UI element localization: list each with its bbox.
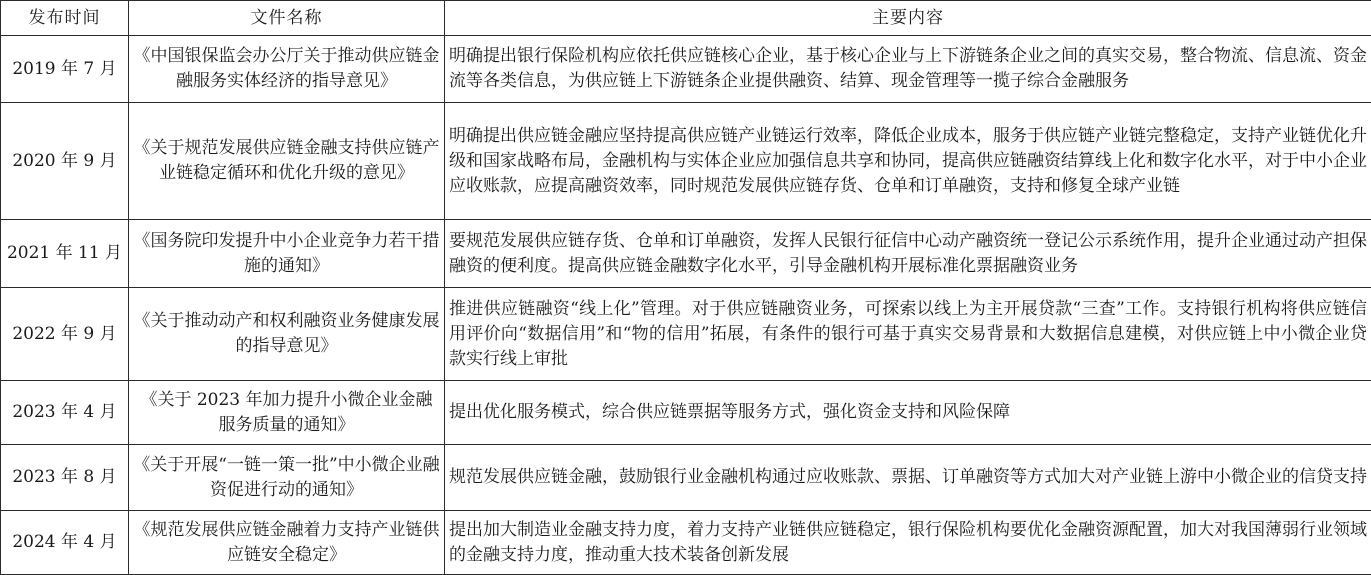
table-row [1, 36, 1371, 103]
row-content: 规范发展供应链金融，鼓励银行业金融机构通过应收账款、票据、订单融资等方式加大对产业链上游中小微企业的信贷支持 [445, 445, 1371, 511]
row-date: 2024 年 4 月 [1, 511, 129, 575]
row-content: 提出加大制造业金融支持力度，着力支持产业链供应链稳定，银行保险机构要优化金融资源配置，加大对我国薄弱行业领域的金融支持力度，推动重大技术装备创新发展 [445, 511, 1371, 575]
row-title: 《关于 2023 年加力提升小微企业金融服务质量的通知》 [129, 381, 445, 445]
row-title: 《关于规范发展供应链金融支持供应链产业链稳定循环和优化升级的意见》 [129, 103, 445, 220]
row-content: 要规范发展供应链存货、仓单和订单融资，发挥人民银行征信中心动产融资统一登记公示系统作用，提升企业通过动产担保融资的便利度。提高供应链金融数字化水平，引导金融机构开展标准化票据融资业务 [445, 220, 1371, 288]
row-title: 《规范发展供应链金融着力支持产业链供应链安全稳定》 [129, 511, 445, 575]
row-date: 2023 年 4 月 [1, 381, 129, 445]
table-row [1, 381, 1371, 445]
row-date: 2021 年 11 月 [1, 220, 129, 288]
header-date: 发布时间 [1, 1, 129, 36]
row-title: 《关于开展“一链一策一批”中小微企业融资促进行动的通知》 [129, 445, 445, 511]
row-content: 提出优化服务模式，综合供应链票据等服务方式，强化资金支持和风险保障 [445, 381, 1371, 445]
row-title: 《国务院印发提升中小企业竞争力若干措施的通知》 [129, 220, 445, 288]
table-row [1, 511, 1371, 575]
row-content: 明确提出银行保险机构应依托供应链核心企业，基于核心企业与上下游链条企业之间的真实交易，整合物流、信息流、资金流等各类信息，为供应链上下游链条企业提供融资、结算、现金管理等一揽子综合金融服务 [445, 36, 1371, 103]
row-title: 《关于推动动产和权利融资业务健康发展的指导意见》 [129, 288, 445, 381]
table-row [1, 103, 1371, 220]
row-date: 2020 年 9 月 [1, 103, 129, 220]
table-row [1, 288, 1371, 381]
row-content: 明确提出供应链金融应坚持提高供应链产业链运行效率，降低企业成本，服务于供应链产业链完整稳定，支持产业链优化升级和国家战略布局，金融机构与实体企业应加强信息共享和协同，提高供应链融资结算线上化和数字化水平，对于中小企业应收账款，应提高融资效率，同时规范发展供应链存货、仓单和订单融资，支持和修复全球产业链 [445, 103, 1371, 220]
row-date: 2023 年 8 月 [1, 445, 129, 511]
row-date: 2022 年 9 月 [1, 288, 129, 381]
table-body [1, 36, 1371, 575]
table-row [1, 445, 1371, 511]
row-title: 《中国银保监会办公厅关于推动供应链金融服务实体经济的指导意见》 [129, 36, 445, 103]
header-title: 文件名称 [129, 1, 445, 36]
row-content: 推进供应链融资“线上化”管理。对于供应链融资业务，可探索以线上为主开展贷款“三查”工作。支持银行机构将供应链信用评价向“数据信用”和“物的信用”拓展，有条件的银行可基于真实交易背景和大数据信息建模，对供应链上中小微企业贷款实行线上审批 [445, 288, 1371, 381]
header-content: 主要内容 [445, 1, 1371, 36]
row-date: 2019 年 7 月 [1, 36, 129, 103]
header-row [1, 1, 1371, 36]
table-header [1, 1, 1371, 36]
table-row [1, 220, 1371, 288]
